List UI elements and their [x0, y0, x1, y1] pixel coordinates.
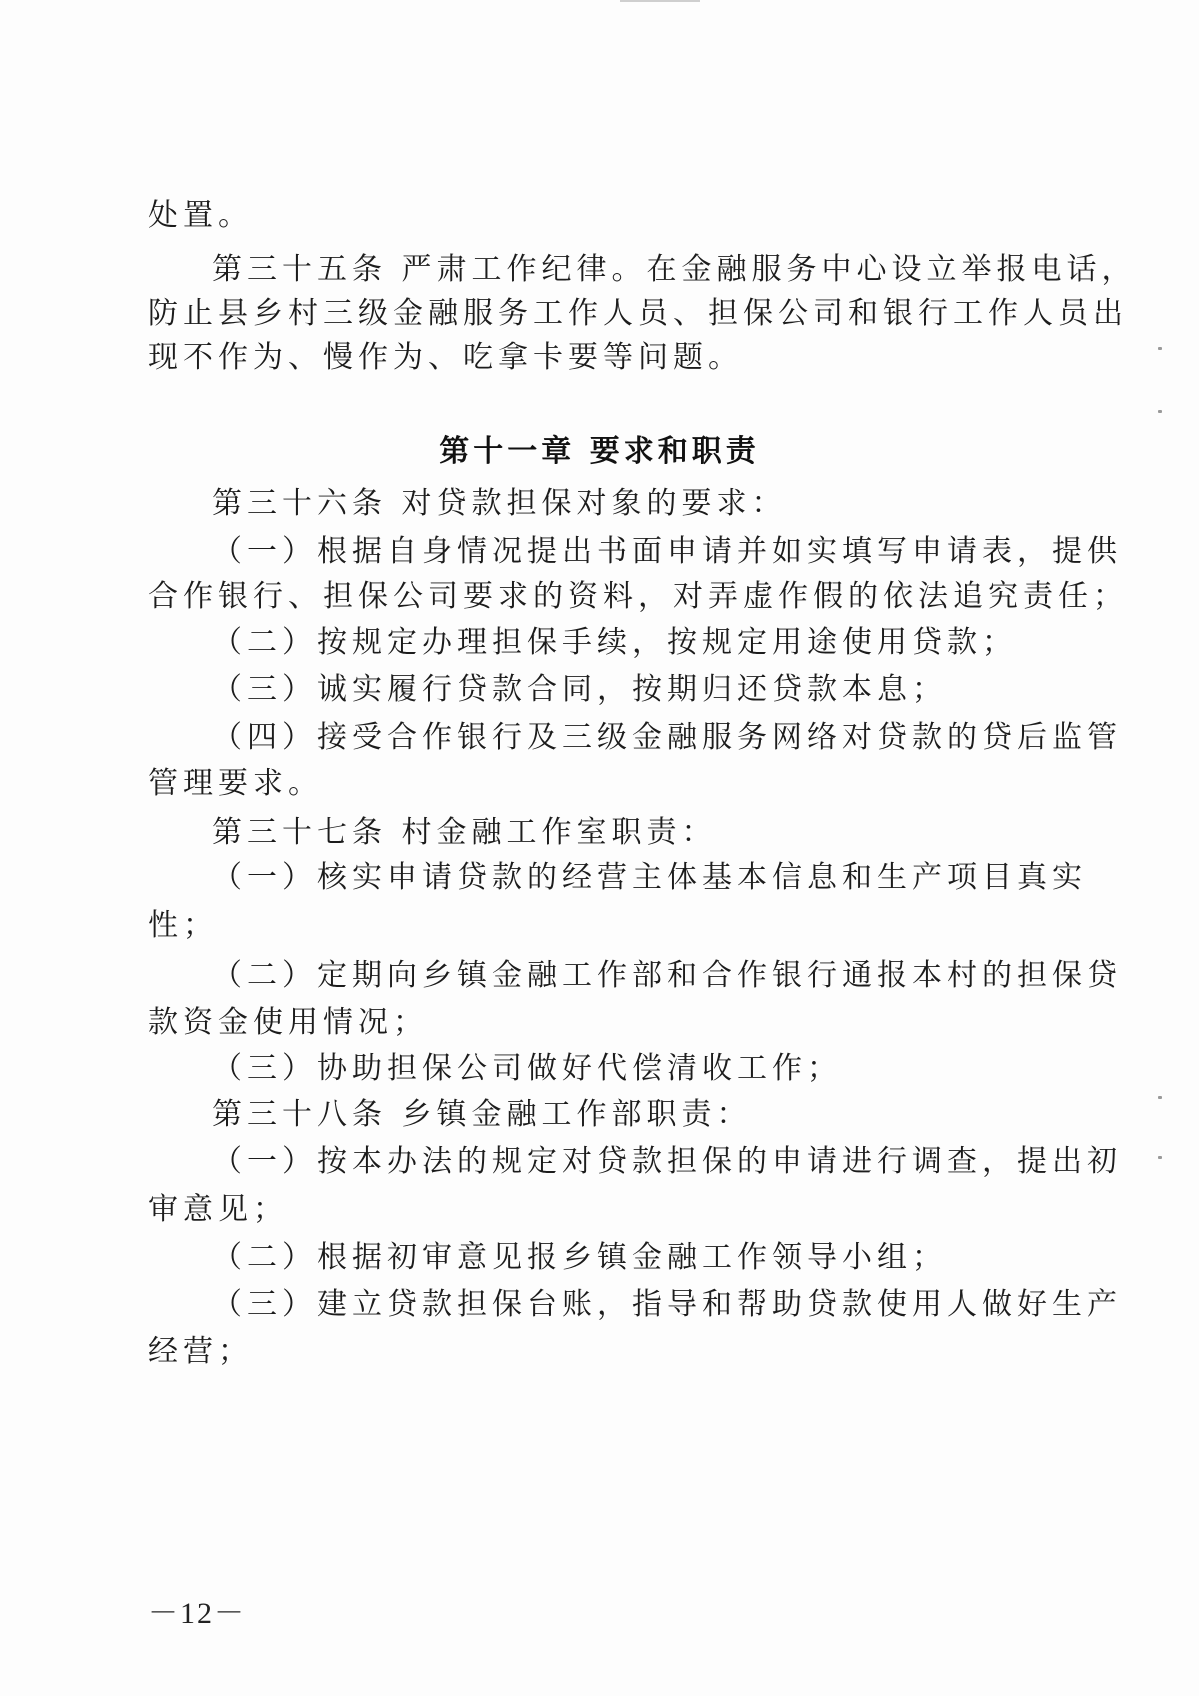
text-line: （三）协助担保公司做好代偿清收工作；: [212, 1051, 842, 1086]
text-line: 合作银行、担保公司要求的资料，对弄虚作假的依法追究责任；: [148, 579, 1128, 614]
text-line: （四）接受合作银行及三级金融服务网络对贷款的贷后监管: [212, 720, 1122, 755]
article-35: 第三十五条 严肃工作纪律。在金融服务中心设立举报电话，: [212, 252, 1137, 287]
text-line: 款资金使用情况；: [148, 1005, 428, 1040]
text-line: 处置。: [148, 198, 253, 233]
text-line: 现不作为、慢作为、吃拿卡要等问题。: [148, 340, 743, 375]
text-line: （一）核实申请贷款的经营主体基本信息和生产项目真实: [212, 860, 1087, 895]
text-line: 审意见；: [148, 1192, 288, 1227]
scan-speck: [1158, 347, 1162, 350]
text-line: 管理要求。: [148, 766, 323, 801]
text-line: （三）诚实履行贷款合同，按期归还贷款本息；: [212, 672, 947, 707]
page-number: －12－: [148, 1597, 246, 1630]
text-line: （二）定期向乡镇金融工作部和合作银行通报本村的担保贷: [212, 958, 1122, 993]
text-line: （二）根据初审意见报乡镇金融工作领导小组；: [212, 1240, 947, 1275]
scan-mark: [620, 0, 700, 2]
scan-speck: [1158, 410, 1162, 413]
text-line: 性；: [148, 908, 218, 943]
article-38: 第三十八条 乡镇金融工作部职责：: [212, 1097, 752, 1132]
text-line: （一）根据自身情况提出书面申请并如实填写申请表，提供: [212, 534, 1122, 569]
text-line: （二）按规定办理担保手续，按规定用途使用贷款；: [212, 625, 1017, 660]
text-line: 经营；: [148, 1334, 253, 1369]
text-line: （一）按本办法的规定对贷款担保的申请进行调查，提出初: [212, 1144, 1122, 1179]
scan-speck: [1158, 1156, 1162, 1159]
text-line: （三）建立贷款担保台账，指导和帮助贷款使用人做好生产: [212, 1287, 1122, 1322]
article-37: 第三十七条 村金融工作室职责：: [212, 815, 717, 850]
article-36: 第三十六条 对贷款担保对象的要求：: [212, 486, 787, 521]
scan-speck: [1158, 1096, 1162, 1099]
chapter-heading: 第十一章 要求和职责: [439, 434, 760, 469]
text-line: 防止县乡村三级金融服务工作人员、担保公司和银行工作人员出: [148, 296, 1128, 331]
